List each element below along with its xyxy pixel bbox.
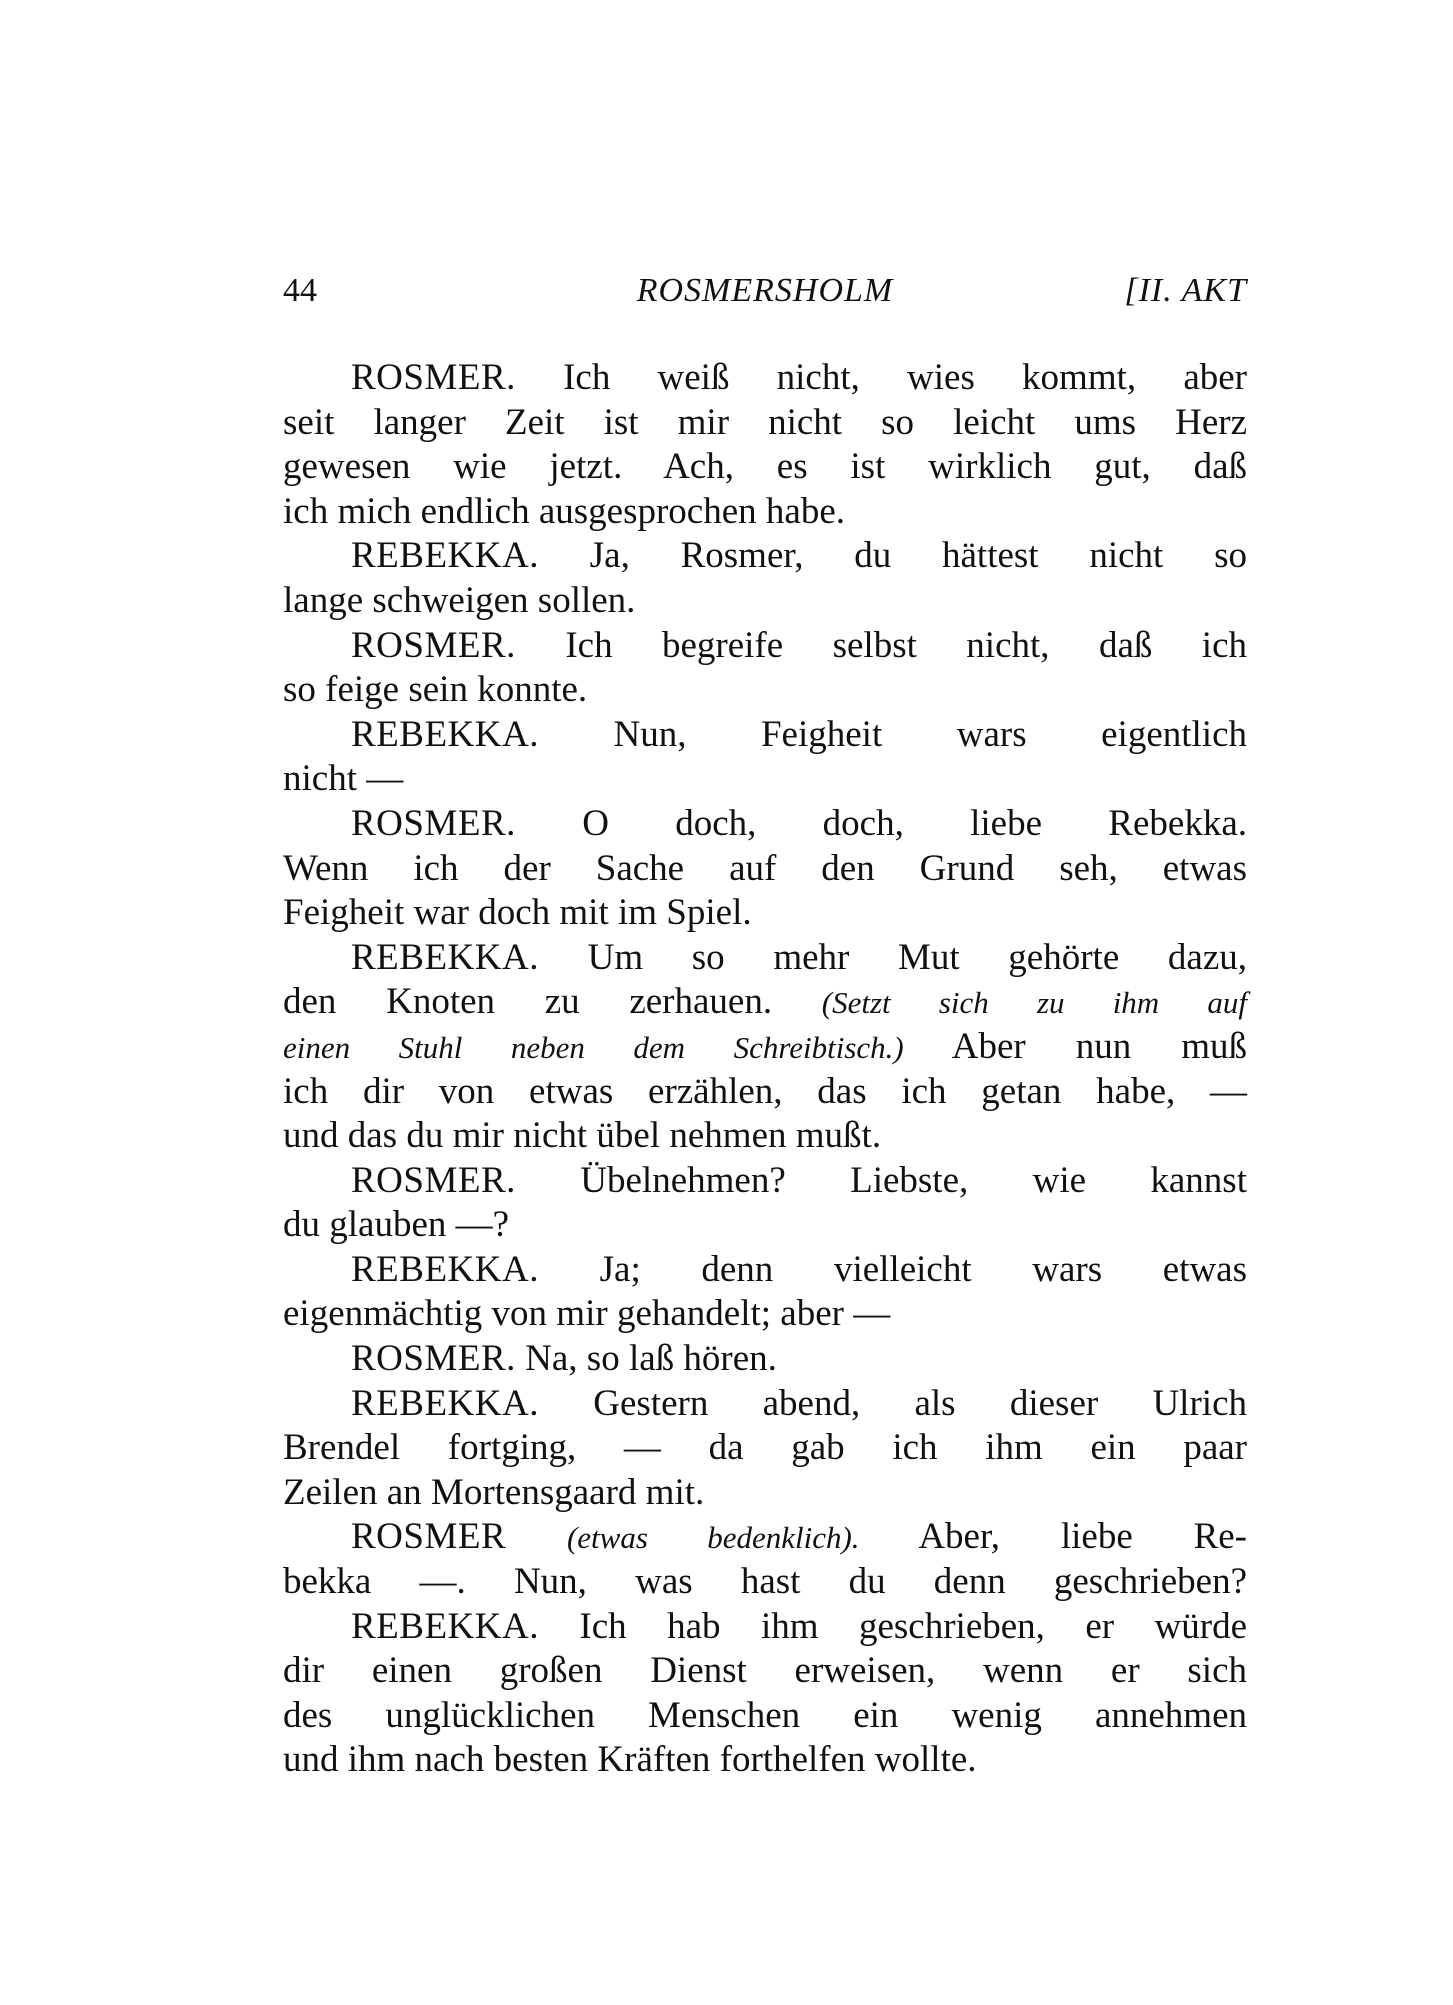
dialogue-text: Nun, Feigheit wars eigentlich <box>538 713 1247 755</box>
dialogue-text: Gestern abend, als dieser Ulrich <box>538 1382 1247 1424</box>
text-line <box>283 980 1247 1025</box>
dialogue-text: Ja; denn vielleicht wars etwas <box>538 1248 1247 1290</box>
text-line <box>283 490 1247 535</box>
dialogue-text: du glauben —? <box>283 1204 510 1246</box>
stage-direction: (etwas bedenklich). <box>566 1520 860 1556</box>
speaker-name: REBEKKA. <box>351 1382 539 1424</box>
dialogue-text: Um so mehr Mut gehörte dazu, <box>538 936 1247 978</box>
text-line <box>283 624 1247 669</box>
text-line <box>283 1738 1247 1783</box>
stage-direction: einen Stuhl neben dem Schreibtisch.) <box>283 1029 904 1065</box>
text-line <box>283 1560 1247 1605</box>
dialogue-text: den Knoten zu zerhauen. <box>283 981 822 1023</box>
dialogue-text: lange schweigen sollen. <box>283 579 636 621</box>
speaker-name: REBEKKA. <box>351 535 539 577</box>
speaker-name: ROSMER. <box>351 1338 516 1380</box>
dialogue-text: nicht — <box>283 758 404 800</box>
dialogue-text: und das du mir nicht übel nehmen mußt. <box>283 1115 882 1157</box>
speaker-name: ROSMER. <box>351 802 516 844</box>
running-title: ROSMERSHOLM <box>636 272 894 309</box>
page-number: 44 <box>283 272 317 309</box>
text-line <box>283 713 1247 758</box>
dialogue-text: Aber, liebe Re- <box>859 1516 1247 1558</box>
text-line <box>283 1070 1247 1115</box>
speaker-name: ROSMER. <box>351 624 516 666</box>
text-line <box>283 401 1247 446</box>
dialogue-text: ich dir von etwas erzählen, das ich getan habe, — <box>283 1070 1247 1112</box>
dialogue-text: Feigheit war doch mit im Spiel. <box>283 892 752 934</box>
dialogue-text: seit langer Zeit ist mir nicht so leicht ums Herz <box>283 401 1247 443</box>
dialogue-text: eigenmächtig von mir gehandelt; aber — <box>283 1293 891 1335</box>
dialogue-text: Aber nun muß <box>903 1025 1247 1067</box>
text-line <box>283 534 1247 579</box>
dialogue-text: und ihm nach besten Kräften forthelfen wollte. <box>283 1739 977 1781</box>
speaker-name: REBEKKA. <box>351 936 539 978</box>
dialogue-text: bekka —. Nun, was hast du denn geschrieben? <box>283 1561 1247 1603</box>
dialogue-text: des unglücklichen Menschen ein wenig annehmen <box>283 1694 1247 1736</box>
speaker-name: REBEKKA. <box>351 1248 539 1290</box>
speaker-name: REBEKKA. <box>351 713 539 755</box>
stage-direction: (Setzt sich zu ihm auf <box>821 985 1247 1021</box>
text-line <box>283 891 1247 936</box>
text-line <box>283 1605 1247 1650</box>
text-line <box>283 1114 1247 1159</box>
text-line <box>283 1159 1247 1204</box>
text-line <box>283 1292 1247 1337</box>
text-line <box>283 356 1247 401</box>
dialogue-text: Wenn ich der Sache auf den Grund seh, etwas <box>283 847 1247 889</box>
dialogue-text: gewesen wie jetzt. Ach, es ist wirklich gut, daß <box>283 446 1247 488</box>
speaker-name: ROSMER. <box>351 357 516 398</box>
page-header <box>283 268 1247 314</box>
act-label: [II. AKT <box>1124 272 1247 309</box>
text-line <box>283 1025 1247 1070</box>
text-line <box>283 1426 1247 1471</box>
dialogue-text: Ich weiß nicht, wies kommt, aber <box>515 357 1247 398</box>
text-line <box>283 1694 1247 1739</box>
dialogue-text: Ich hab ihm geschrieben, er würde <box>538 1605 1247 1647</box>
text-line <box>283 1515 1247 1560</box>
text-line <box>283 1649 1247 1694</box>
text-line <box>283 1382 1247 1427</box>
text-line <box>283 1203 1247 1248</box>
dialogue-text: Zeilen an Mortensgaard mit. <box>283 1471 705 1513</box>
dialogue-text <box>506 1516 567 1557</box>
text-line <box>283 802 1247 847</box>
text-line <box>283 847 1247 892</box>
dialogue-text: Na, so laß hören. <box>515 1338 777 1380</box>
text-line <box>283 579 1247 624</box>
dialogue-text: O doch, doch, liebe Rebekka. <box>515 802 1247 844</box>
text-line <box>283 1337 1247 1382</box>
text-line <box>283 757 1247 802</box>
text-line <box>283 668 1247 713</box>
speaker-name: ROSMER <box>351 1516 507 1558</box>
speaker-name: REBEKKA. <box>351 1605 539 1647</box>
page-body-text <box>283 356 1247 1783</box>
text-line <box>283 936 1247 981</box>
dialogue-text: Übelnehmen? Liebste, wie kannst <box>515 1159 1247 1201</box>
dialogue-text: Brendel fortging, — da gab ich ihm ein paar <box>283 1427 1247 1469</box>
text-line <box>283 1471 1247 1516</box>
speaker-name: ROSMER. <box>351 1159 516 1201</box>
dialogue-text: dir einen großen Dienst erweisen, wenn er sich <box>283 1650 1247 1692</box>
dialogue-text: ich mich endlich ausgesprochen habe. <box>283 490 845 532</box>
dialogue-text: so feige sein konnte. <box>283 669 588 711</box>
text-line <box>283 1248 1247 1293</box>
dialogue-text: Ja, Rosmer, du hättest nicht so <box>538 535 1247 577</box>
text-line <box>283 445 1247 490</box>
dialogue-text: Ich begreife selbst nicht, daß ich <box>515 624 1247 666</box>
